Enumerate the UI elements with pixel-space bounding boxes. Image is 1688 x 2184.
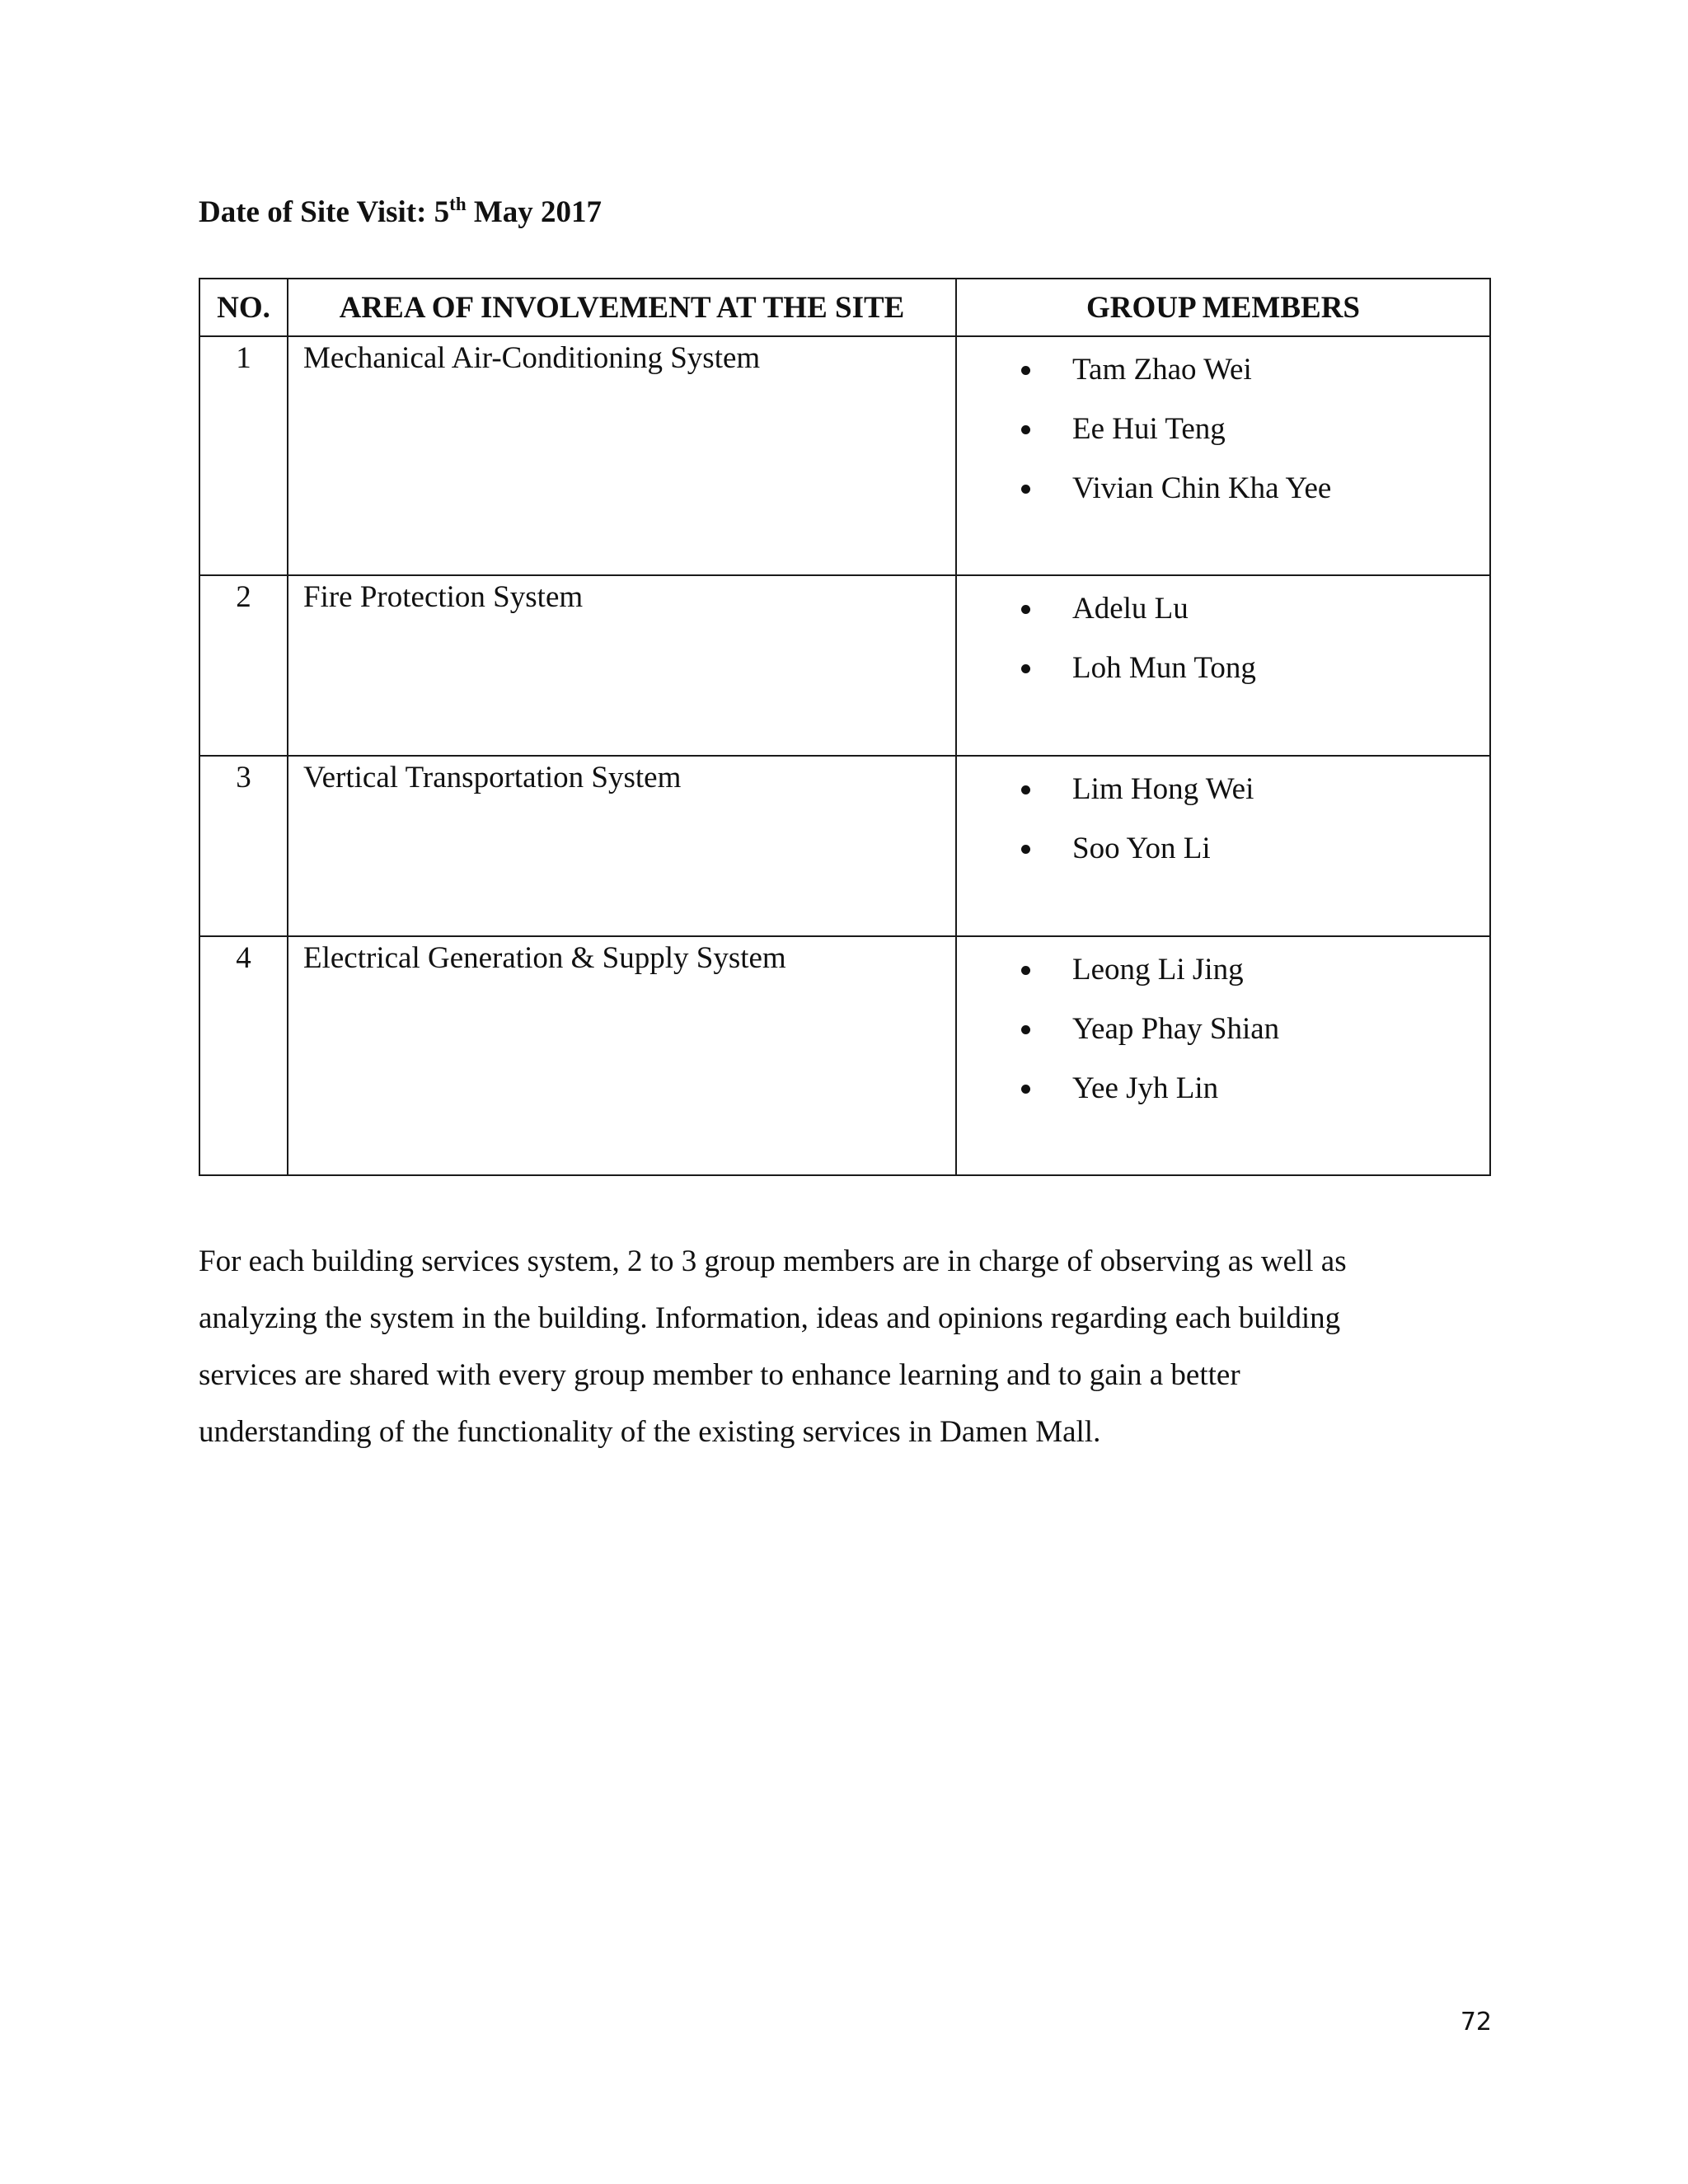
row-members <box>956 575 1490 756</box>
member-item <box>957 340 1489 400</box>
row-area: Vertical Transportation System <box>288 756 956 936</box>
header-area: AREA OF INVOLVEMENT AT THE SITE <box>288 279 956 336</box>
bullet-icon <box>1021 785 1030 794</box>
members-list <box>957 760 1489 879</box>
row-area: Mechanical Air-Conditioning System <box>288 336 956 575</box>
member-name: Soo Yon Li <box>1072 832 1211 865</box>
paragraph-line: For each building services system, 2 to 3 group members are in charge of observing as well as <box>199 1244 1347 1278</box>
bullet-icon <box>1021 425 1030 434</box>
member-name: Ee Hui Teng <box>1072 412 1226 446</box>
table-row <box>199 336 1490 575</box>
row-members <box>956 336 1490 575</box>
members-list <box>957 579 1489 698</box>
table-row <box>199 575 1490 756</box>
row-number: 2 <box>199 575 288 756</box>
table-row <box>199 936 1490 1175</box>
page-number: 72 <box>1460 2008 1492 2036</box>
member-item <box>957 819 1489 879</box>
bullet-icon <box>1021 664 1030 673</box>
member-item <box>957 760 1489 819</box>
body-paragraph <box>199 1233 1501 1460</box>
heading-suffix: May 2017 <box>466 195 603 229</box>
bullet-icon <box>1021 485 1030 494</box>
table-row <box>199 756 1490 936</box>
table-header-row <box>199 279 1490 336</box>
row-number: 1 <box>199 336 288 575</box>
paragraph-line: understanding of the functionality of the existing services in Damen Mall. <box>199 1415 1101 1449</box>
members-list <box>957 340 1489 518</box>
member-item <box>957 579 1489 639</box>
member-item <box>957 940 1489 1000</box>
members-list <box>957 940 1489 1118</box>
heading-superscript: th <box>449 194 467 214</box>
row-area: Electrical Generation & Supply System <box>288 936 956 1175</box>
bullet-icon <box>1021 845 1030 854</box>
paragraph-line: analyzing the system in the building. Information, ideas and opinions regarding each building <box>199 1301 1341 1335</box>
header-no: NO. <box>199 279 288 336</box>
paragraph-line: services are shared with every group member to enhance learning and to gain a better <box>199 1358 1240 1392</box>
bullet-icon <box>1021 1025 1030 1034</box>
member-name: Loh Mun Tong <box>1072 651 1256 685</box>
row-number: 3 <box>199 756 288 936</box>
member-item <box>957 400 1489 459</box>
member-name: Leong Li Jing <box>1072 953 1244 987</box>
header-members: GROUP MEMBERS <box>956 279 1490 336</box>
member-name: Yee Jyh Lin <box>1072 1071 1219 1105</box>
row-members <box>956 756 1490 936</box>
member-item <box>957 1059 1489 1118</box>
member-name: Tam Zhao Wei <box>1072 353 1252 387</box>
site-visit-heading <box>199 194 602 230</box>
row-area: Fire Protection System <box>288 575 956 756</box>
bullet-icon <box>1021 966 1030 975</box>
bullet-icon <box>1021 1085 1030 1094</box>
member-name: Lim Hong Wei <box>1072 772 1254 806</box>
row-members <box>956 936 1490 1175</box>
member-item <box>957 1000 1489 1059</box>
member-name: Vivian Chin Kha Yee <box>1072 471 1332 505</box>
heading-prefix: Date of Site Visit: 5 <box>199 195 450 229</box>
member-name: Yeap Phay Shian <box>1072 1012 1280 1046</box>
member-item <box>957 639 1489 698</box>
row-number: 4 <box>199 936 288 1175</box>
bullet-icon <box>1021 605 1030 614</box>
involvement-table <box>199 278 1491 1176</box>
bullet-icon <box>1021 366 1030 375</box>
member-item <box>957 459 1489 518</box>
member-name: Adelu Lu <box>1072 592 1189 626</box>
